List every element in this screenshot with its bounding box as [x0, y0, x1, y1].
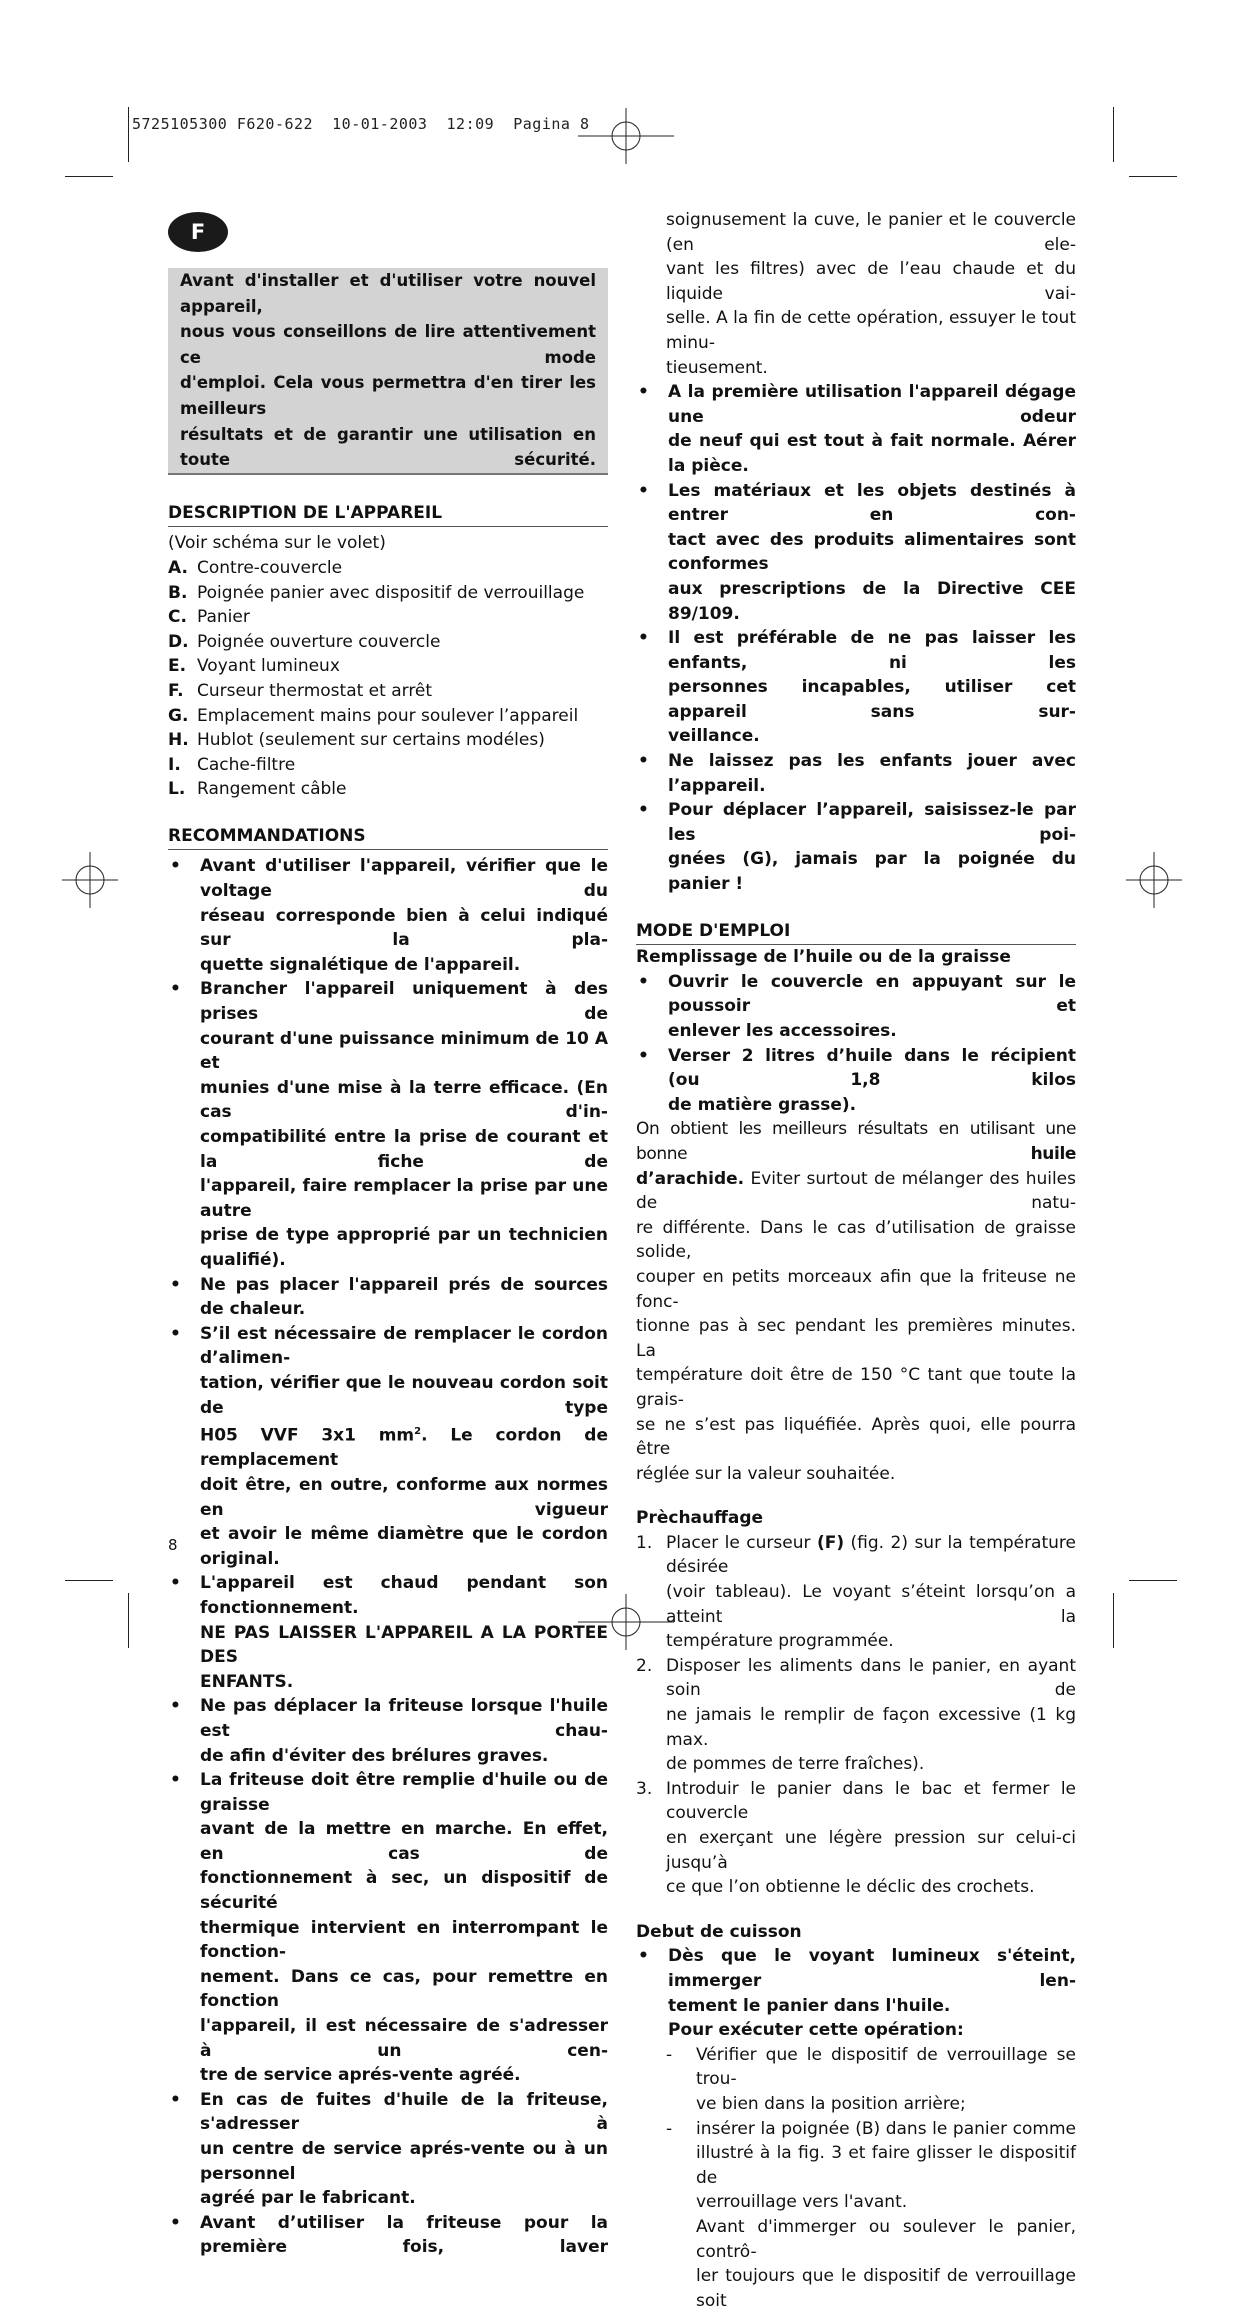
bullet: •	[638, 628, 649, 649]
text-line: insérer la poignée (B) dans le panier comme	[696, 2118, 1076, 2139]
bullet: •	[638, 1946, 649, 1967]
text-run-bold: huile	[1030, 1143, 1076, 1164]
text-line: tement le panier dans l'huile.	[668, 1995, 951, 2016]
list-item	[168, 977, 608, 1272]
step-number: 3.	[636, 1778, 653, 1799]
bullet: •	[170, 856, 181, 877]
recommandations-list	[168, 854, 608, 2260]
item-key: L.	[168, 779, 186, 800]
filling-list	[636, 970, 1076, 1118]
list-item	[636, 1944, 1076, 2042]
text-run: . Le cordon de remplacement	[200, 1425, 608, 1471]
bullet: •	[638, 480, 649, 501]
oil-paragraph	[636, 1117, 1076, 1486]
text-line: La friteuse doit être remplie d'huile ou de graisse	[200, 1770, 608, 1815]
text-line: couper en petits morceaux afin que la friteuse ne fonc-	[636, 1266, 1076, 1312]
item-text: Panier	[197, 607, 250, 628]
crop-mark	[1129, 1580, 1177, 1581]
item-key: G.	[168, 705, 189, 726]
list-item	[636, 380, 1076, 478]
crop-mark	[65, 176, 113, 177]
bullet: •	[170, 1274, 181, 1295]
text-line: prise de type approprié par un technicien qualifié).	[200, 1225, 608, 1270]
text-line	[668, 1944, 1076, 1993]
list-item	[168, 556, 608, 581]
text-run-bold: (F)	[816, 1532, 845, 1553]
text-line: Pour déplacer l’appareil, saisissez-le par les poi-	[668, 800, 1076, 845]
text-line: ler toujours que le dispositif de verrouillage soit	[696, 2266, 1076, 2311]
item-key: A.	[168, 557, 188, 578]
text-line: illustré à la fig. 3 et faire glisser le dispositif de	[696, 2143, 1076, 2188]
list-item	[168, 1273, 608, 1322]
item-key: C.	[168, 607, 187, 628]
text-line: température doit être de 150 °C tant que toute la grais-	[636, 1365, 1076, 1410]
after-dash-text	[636, 2215, 1076, 2313]
list-item	[636, 626, 1076, 749]
bullet: •	[170, 1573, 181, 1594]
text-line: de pommes de terre fraîches).	[666, 1754, 925, 1775]
text-line: Ne pas déplacer la friteuse lorsque l'huile est chau-	[200, 1696, 608, 1741]
text-line: de matière grasse).	[668, 1094, 857, 1115]
list-item	[636, 1531, 1076, 1654]
dash: -	[666, 2044, 673, 2065]
text-run: immerger len-	[668, 1970, 1076, 1991]
list-item	[636, 1654, 1076, 1777]
text-line: Il est préférable de ne pas laisser les enfants, ni les	[668, 628, 1076, 673]
superscript: 2	[414, 1426, 422, 1438]
list-item	[168, 728, 608, 753]
text-line: veillance.	[668, 726, 760, 747]
text-line: et avoir le même diamètre que le cordon original.	[200, 1524, 608, 1569]
text-line: Pour exécuter cette opération:	[668, 2020, 964, 2041]
text-line: Avant d'utiliser l'appareil, vérifier que le voltage du	[200, 856, 608, 902]
text-line: personnes incapables, utiliser cet appareil sans sur-	[668, 677, 1076, 722]
text-line: l'appareil, il est nécessaire de s'adresser à un cen-	[200, 2016, 608, 2061]
list-item	[636, 798, 1076, 896]
crop-mark	[128, 107, 129, 162]
text-line: L'appareil est chaud pendant son fonctionnement.	[200, 1573, 608, 1618]
cable-type: H05 VVF 3x1 mm	[200, 1425, 415, 1446]
bullet: •	[170, 1770, 181, 1791]
item-text: Poignée panier avec dispositif de verrouillage	[197, 582, 585, 603]
text-line: NE PAS LAISSER L'APPAREIL A LA PORTEE DES	[200, 1622, 608, 1668]
recommandations-heading: RECOMMANDATIONS	[168, 824, 608, 851]
bullet: •	[638, 971, 649, 992]
text-line: doit être, en outre, conforme aux normes en vigueur	[200, 1474, 608, 1520]
intro-line: d'emploi. Cela vous permettra d'en tirer les meilleurs	[180, 373, 596, 418]
step-number: 2.	[636, 1655, 653, 1676]
list-item	[168, 630, 608, 655]
bullet: •	[638, 800, 649, 821]
cooking-list	[636, 1944, 1076, 2042]
text-line: réseau corresponde bien à celui indiqué sur la pla-	[200, 905, 608, 951]
text-run: Placer le curseur	[666, 1532, 817, 1553]
text-line: Les matériaux et les objets destinés à entrer en con-	[668, 480, 1076, 526]
text-line	[636, 1167, 1076, 1216]
text-line: tionne pas à sec pendant les premières minutes. La	[636, 1316, 1076, 1361]
bullet: •	[170, 2212, 181, 2233]
description-heading: DESCRIPTION DE L'APPAREIL	[168, 501, 608, 528]
recommandations-list-continued	[636, 380, 1076, 896]
bullet: •	[638, 382, 649, 403]
intro-line: résultats et de garantir une utilisation en toute sécurité.	[180, 424, 596, 470]
text-run-bold: Dès que le voyant lumineux s'éteint,	[668, 1946, 1076, 1967]
text-line: aux prescriptions de la Directive CEE 89/109.	[668, 578, 1076, 624]
text-line: thermique intervient en interrompant le fonction-	[200, 1917, 608, 1963]
list-item	[168, 581, 608, 606]
item-key: I.	[168, 754, 181, 775]
print-slug: 5725105300 F620-622 10-01-2003 12:09 Pagina 8	[132, 115, 590, 133]
description-note: (Voir schéma sur le volet)	[168, 533, 386, 554]
text-line: l'appareil, faire remplacer la prise par une autre	[200, 1176, 608, 1221]
text-line: Avant d’utiliser la friteuse pour la première fois, laver	[200, 2212, 608, 2258]
intro-box	[168, 268, 608, 475]
bullet: •	[638, 1045, 649, 1066]
text-line: de afin d'éviter des brélures graves.	[200, 1745, 549, 1766]
bullet: •	[170, 979, 181, 1000]
registration-mark-icon	[62, 852, 118, 908]
list-item	[168, 2088, 608, 2211]
list-item	[168, 753, 608, 778]
text-line: enlever les accessoires.	[668, 1021, 897, 1041]
item-key: D.	[168, 631, 189, 652]
text-line: vant les filtres) avec de l’eau chaude et du liquide vai-	[666, 259, 1076, 304]
list-item	[168, 605, 608, 630]
text-line	[636, 1117, 1076, 1166]
text-line: se ne s’est pas liquéfiée. Après quoi, elle pourra être	[636, 1414, 1076, 1460]
text-line: courant d'une puissance minimum de 10 A et	[200, 1028, 608, 1074]
text-line	[200, 1420, 608, 1473]
text-line: Avant d'immerger ou soulever le panier, contrô-	[696, 2216, 1076, 2262]
text-line: réglée sur la valeur souhaitée.	[636, 1463, 896, 1484]
bullet: •	[638, 751, 649, 772]
parts-list	[168, 556, 608, 802]
text-run: (fig. 2) sur la température désirée	[666, 1532, 1076, 1578]
text-line: tieusement.	[666, 357, 768, 378]
language-badge: F	[168, 212, 228, 252]
text-line: Brancher l'appareil uniquement à des prises de	[200, 979, 608, 1025]
text-line: de neuf qui est tout à fait normale. Aérer la pièce.	[668, 431, 1076, 476]
text-line: nement. Dans ce cas, pour remettre en fonction	[200, 1966, 608, 2012]
crop-mark	[1113, 1593, 1114, 1648]
text-line: ce que l’on obtienne le déclic des crochets.	[666, 1877, 1035, 1898]
text-line: tact avec des produits alimentaires sont conformes	[668, 529, 1076, 575]
item-text: Curseur thermostat et arrêt	[197, 680, 433, 701]
item-text: Poignée ouverture couvercle	[197, 631, 441, 652]
list-item	[636, 970, 1076, 1044]
text-line: tation, vérifier que le nouveau cordon soit de type	[200, 1372, 608, 1418]
item-key: F.	[168, 680, 184, 701]
text-line: tre de service aprés-vente agréé.	[200, 2065, 521, 2086]
text-line: Vérifier que le dispositif de verrouillage se trou-	[696, 2044, 1076, 2090]
text-line: En cas de fuites d'huile de la friteuse, s'adresser à	[200, 2089, 608, 2135]
list-item	[168, 654, 608, 679]
right-column	[636, 208, 1076, 2313]
text-line	[666, 1531, 1076, 1580]
item-text: Voyant lumineux	[197, 656, 340, 677]
bullet: •	[170, 1323, 181, 1344]
list-item	[168, 2211, 608, 2260]
text-line: munies d'une mise à la terre efficace. (En cas d'in-	[200, 1077, 608, 1123]
text-line: ne jamais le remplir de façon excessive (1 kg max.	[666, 1705, 1076, 1750]
item-text: Emplacement mains pour soulever l’appareil	[197, 705, 579, 726]
list-item	[636, 2043, 1076, 2117]
text-run-bold: d’arachide.	[636, 1168, 745, 1189]
list-item	[168, 679, 608, 704]
bullet: •	[170, 1696, 181, 1717]
text-line: Verser 2 litres d’huile dans le récipient (ou 1,8 kilos	[668, 1045, 1076, 1091]
item-text: Cache-filtre	[197, 754, 296, 775]
crop-mark	[65, 1580, 113, 1581]
item-text: Hublot (seulement sur certains modéles)	[197, 730, 545, 751]
list-item	[168, 704, 608, 729]
text-line: (voir tableau). Le voyant s’éteint lorsqu’on a atteint la	[666, 1582, 1076, 1627]
text-line: quette signalétique de l'appareil.	[200, 954, 521, 975]
crop-mark	[1113, 107, 1114, 162]
text-line: compatibilité entre la prise de courant et la fiche de	[200, 1127, 608, 1172]
intro-line: nous vous conseillons de lire attentivement ce mode	[180, 322, 596, 367]
list-item	[168, 1694, 608, 1768]
item-key: H.	[168, 730, 189, 751]
text-line: Ne laissez pas les enfants jouer avec l’appareil.	[668, 751, 1076, 796]
list-item	[636, 479, 1076, 627]
left-column	[168, 268, 608, 2260]
item-text: Contre-couvercle	[197, 557, 343, 578]
list-item	[636, 1777, 1076, 1900]
crop-mark	[1129, 176, 1177, 177]
text-line: verrouillage vers l'avant.	[696, 2192, 908, 2213]
registration-mark-icon	[1126, 852, 1182, 908]
crop-mark	[128, 1593, 129, 1648]
intro-line: Avant d'installer et d'utiliser votre nouvel appareil,	[180, 271, 596, 316]
text-line: température programmée.	[666, 1631, 894, 1652]
item-text: Rangement câble	[197, 779, 347, 800]
text-line: un centre de service aprés-vente ou à un personnel	[200, 2139, 608, 2184]
registration-mark-icon	[578, 108, 674, 164]
text-line: Disposer les aliments dans le panier, en ayant soin de	[666, 1655, 1076, 1701]
list-item	[636, 1044, 1076, 1118]
list-item	[168, 1322, 608, 1572]
dash: -	[666, 2118, 673, 2139]
list-item	[168, 854, 608, 977]
text-line: A la première utilisation l'appareil dégage une odeur	[668, 382, 1076, 427]
bullet: •	[170, 2089, 181, 2110]
cooking-subheading: Debut de cuisson	[636, 1921, 802, 1942]
text-line: Ne pas placer l'appareil prés de sources de chaleur.	[200, 1274, 608, 1320]
preheat-steps	[636, 1531, 1076, 1900]
list-item	[168, 1571, 608, 1694]
list-item	[168, 1768, 608, 2088]
text-line: soignusement la cuve, le panier et le couvercle (en ele-	[666, 210, 1076, 255]
preheat-subheading: Prèchauffage	[636, 1508, 764, 1529]
text-line: S’il est nécessaire de remplacer le cordon d’alimen-	[200, 1323, 608, 1369]
text-line: Ouvrir le couvercle en appuyant sur le poussoir et	[668, 971, 1076, 1017]
text-line: avant de la mettre en marche. En effet, en cas de	[200, 1819, 608, 1864]
text-line: ve bien dans la position arrière;	[696, 2093, 966, 2114]
item-key: E.	[168, 656, 187, 677]
text-line: fonctionnement à sec, un dispositif de sécurité	[200, 1868, 608, 1914]
text-line: re différente. Dans le cas d’utilisation de graisse solide,	[636, 1217, 1076, 1263]
text-run: On obtient les meilleurs résultats en utilisant une bonne	[636, 1119, 1076, 1164]
item-key: B.	[168, 582, 188, 603]
mode-heading: MODE D'EMPLOI	[636, 919, 1076, 946]
text-run: Eviter surtout de mélanger des huiles de natu-	[636, 1168, 1076, 1214]
page-number: 8	[168, 1536, 178, 1554]
filling-subheading: Remplissage de l’huile ou de la graisse	[636, 947, 1011, 968]
list-item	[168, 777, 608, 802]
list-item	[636, 749, 1076, 798]
continued-item	[636, 208, 1076, 380]
list-item	[636, 2117, 1076, 2215]
text-line: ENFANTS.	[200, 1671, 294, 1692]
text-line: agréé par le fabricant.	[200, 2188, 416, 2209]
text-line: Introduir le panier dans le bac et fermer le couvercle	[666, 1778, 1076, 1824]
text-line: selle. A la fin de cette opération, essuyer le tout minu-	[666, 308, 1076, 353]
step-number: 1.	[636, 1532, 653, 1553]
text-line: gnées (G), jamais par la poignée du panier !	[668, 849, 1076, 895]
text-line: en exerçant une légère pression sur celui-ci jusqu’à	[666, 1828, 1076, 1873]
